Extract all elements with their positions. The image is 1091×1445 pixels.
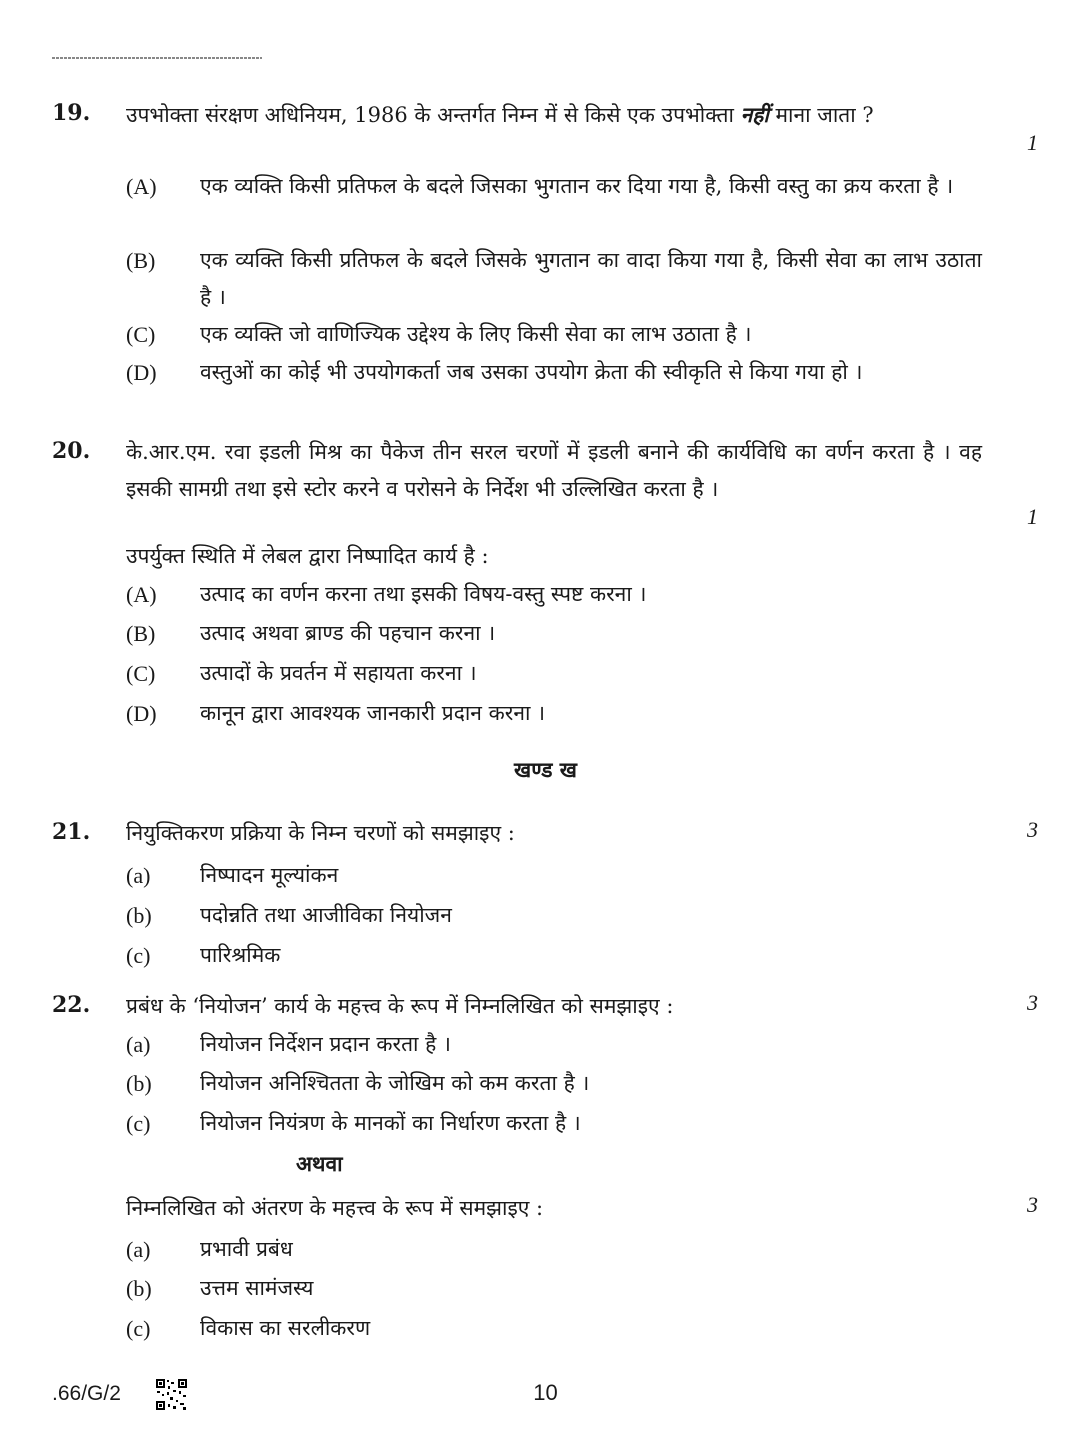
option-text: उत्तम सामंजस्य	[200, 1276, 314, 1300]
option-label: (c)	[126, 943, 151, 968]
question-number: 22.	[52, 992, 91, 1018]
option-text: नियोजन निर्देशन प्रदान करता है ।	[200, 1032, 451, 1056]
option-label: (a)	[126, 1032, 151, 1057]
question-number: 21.	[52, 819, 91, 845]
option-label: (C)	[126, 661, 156, 686]
option-d	[126, 354, 986, 428]
header-rule	[52, 57, 262, 59]
option-label: (b)	[126, 1276, 152, 1301]
option-text: उत्पादों के प्रवर्तन में सहायता करना ।	[200, 661, 477, 685]
option-text: नियोजन नियंत्रण के मानकों का निर्धारण करता है ।	[200, 1111, 581, 1135]
question-number: 19.	[52, 100, 91, 126]
option-label: (B)	[126, 248, 156, 273]
option-label: (a)	[126, 1237, 151, 1262]
marks-label: 3	[1027, 817, 1038, 842]
question-text-part: माना जाता ?	[768, 103, 874, 127]
option-text: विकास का सरलीकरण	[200, 1316, 371, 1340]
paper-code: .66/G/2	[52, 1382, 121, 1405]
option-a	[126, 168, 986, 242]
option-text: उत्पाद का वर्णन करना तथा इसकी विषय-वस्तु स्पष्ट करना ।	[200, 582, 647, 606]
option-label: (D)	[126, 701, 157, 726]
option-b	[126, 242, 986, 316]
question-text: प्रबंध के ‘नियोजन’ कार्य के महत्त्व के रूप में निम्नलिखित को समझाइए :	[126, 994, 674, 1018]
option-text: पारिश्रमिक	[200, 943, 281, 967]
option-text: प्रभावी प्रबंध	[200, 1237, 293, 1261]
option-label: (A)	[126, 174, 157, 199]
option-label: (a)	[126, 863, 151, 888]
option-text: एक व्यक्ति किसी प्रतिफल के बदले जिसका भुगतान कर दिया गया है, किसी वस्तु का क्रय करता है ।	[200, 174, 954, 198]
option-label: (c)	[126, 1111, 151, 1136]
option-label: (b)	[126, 903, 152, 928]
option-label: (b)	[126, 1071, 152, 1096]
option-label: (c)	[126, 1316, 151, 1341]
option-c	[126, 316, 986, 353]
question-text: नियुक्तिकरण प्रक्रिया के निम्न चरणों को समझाइए :	[126, 821, 515, 845]
question-text: निम्नलिखित को अंतरण के महत्त्व के रूप में समझाइए :	[126, 1196, 544, 1220]
option-label: (B)	[126, 621, 156, 646]
marks-label: 3	[1027, 1192, 1038, 1217]
page-number: 10	[533, 1380, 558, 1405]
marks-label: 3	[1027, 990, 1038, 1015]
question-text: के.आर.एम. रवा इडली मिश्र का पैकेज तीन सरल चरणों में इडली बनाने की कार्यविधि का वर्णन करता है । वह इसकी सामग्री तथा इसे स्टोर करने व परोसने के निर्देश भी उल्लिखित करता है ।	[126, 440, 982, 501]
option-text: एक व्यक्ति जो वाणिज्यिक उद्देश्य के लिए किसी सेवा का लाभ उठाता है ।	[200, 322, 752, 346]
question-emphasis: नहीं	[740, 102, 769, 127]
option-text: उत्पाद अथवा ब्राण्ड की पहचान करना ।	[200, 621, 496, 645]
option-label: (A)	[126, 582, 157, 607]
marks-label: 1	[1027, 504, 1038, 529]
question-prompt: उपर्युक्त स्थिति में लेबल द्वारा निष्पादित कार्य है :	[126, 544, 489, 568]
option-text: एक व्यक्ति किसी प्रतिफल के बदले जिसके भुगतान का वादा किया गया है, किसी सेवा का लाभ उठाता है ।	[200, 248, 982, 309]
option-label: (D)	[126, 360, 157, 385]
option-label: (C)	[126, 322, 156, 347]
or-label: अथवा	[296, 1151, 343, 1176]
option-text: वस्तुओं का कोई भी उपयोगकर्ता जब उसका उपयोग क्रेता की स्वीकृति से किया गया हो ।	[200, 360, 863, 384]
option-text: नियोजन अनिश्चितता के जोखिम को कम करता है ।	[200, 1071, 590, 1095]
marks-label: 1	[1027, 130, 1038, 155]
option-text: पदोन्नति तथा आजीविका नियोजन	[200, 903, 452, 927]
question-text	[126, 96, 982, 134]
option-text: कानून द्वारा आवश्यक जानकारी प्रदान करना ।	[200, 701, 546, 725]
section-heading: खण्ड ख	[514, 757, 577, 782]
option-text: निष्पादन मूल्यांकन	[200, 863, 339, 887]
question-number: 20.	[52, 438, 91, 464]
question-text-part: उपभोक्ता संरक्षण अधिनियम, 1986 के अन्तर्गत निम्न में से किसे एक उपभोक्ता	[126, 103, 741, 127]
